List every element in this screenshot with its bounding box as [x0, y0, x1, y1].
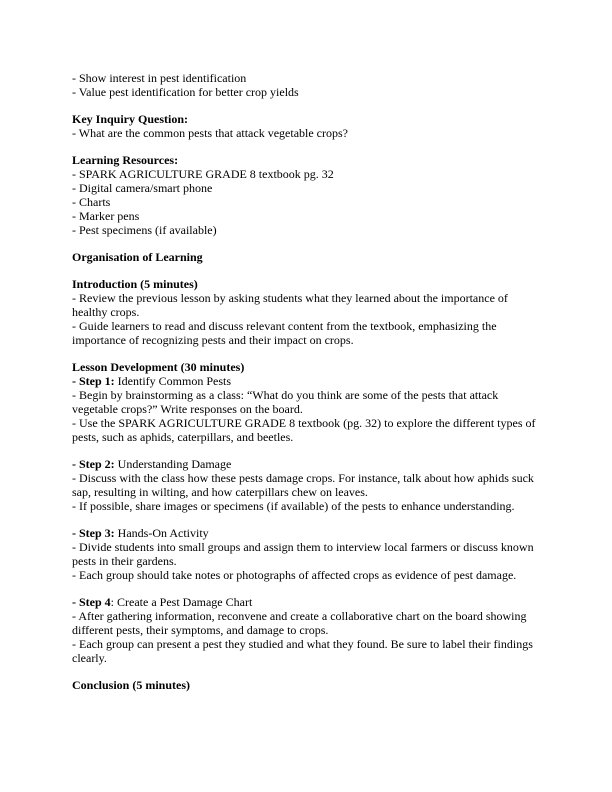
- organisation-heading: Organisation of Learning: [72, 250, 203, 264]
- text-line: - Value pest identification for better crop yields: [72, 85, 299, 99]
- text-line: - Marker pens: [72, 209, 140, 223]
- text-line: pests in their gardens.: [72, 554, 177, 568]
- objectives-continued-block: [72, 71, 554, 99]
- text-line: - After gathering information, reconvene and create a collaborative chart on the board showing: [72, 609, 527, 623]
- text-line: - Discuss with the class how these pests damage crops. For instance, talk about how aphids suck: [72, 471, 534, 485]
- text-line: - Pest specimens (if available): [72, 223, 217, 237]
- step-4-title: : Create a Pest Damage Chart: [110, 595, 253, 609]
- text-line: healthy crops.: [72, 305, 140, 319]
- step-1-title: Identify Common Pests: [114, 374, 232, 388]
- document-content: [72, 71, 554, 692]
- text-line: - Each group can present a pest they studied and what they found. Be sure to label their findings: [72, 637, 533, 651]
- text-line: - Begin by brainstorming as a class: “What do you think are some of the pests that attack: [72, 388, 499, 402]
- introduction-heading: Introduction (5 minutes): [72, 277, 198, 291]
- text-line: - Guide learners to read and discuss relevant content from the textbook, emphasizing the: [72, 319, 497, 333]
- step-4-label: - Step 4: [72, 595, 111, 609]
- learning-resources-heading: Learning Resources:: [72, 153, 179, 167]
- conclusion-block: [72, 678, 554, 692]
- text-line: vegetable crops?” Write responses on the board.: [72, 402, 303, 416]
- step-4-block: [72, 595, 554, 665]
- conclusion-heading: Conclusion (5 minutes): [72, 678, 191, 692]
- step-2-block: [72, 457, 554, 513]
- lesson-development-heading: Lesson Development (30 minutes): [72, 360, 245, 374]
- text-line: - Review the previous lesson by asking students what they learned about the importance of: [72, 291, 508, 305]
- text-line: - SPARK AGRICULTURE GRADE 8 textbook pg. 32: [72, 167, 334, 181]
- step-2-title: Understanding Damage: [114, 457, 232, 471]
- step-3-heading: [72, 526, 554, 540]
- text-line: importance of recognizing pests and their impact on crops.: [72, 333, 354, 347]
- lesson-development-step-1-block: [72, 360, 554, 444]
- key-inquiry-block: [72, 112, 554, 140]
- text-line: different pests, their symptoms, and damage to crops.: [72, 623, 329, 637]
- text-line: - If possible, share images or specimens (if available) of the pests to enhance understanding.: [72, 499, 515, 513]
- text-line: - Show interest in pest identification: [72, 71, 247, 85]
- step-3-label: - Step 3:: [72, 526, 115, 540]
- step-1-label: - Step 1:: [72, 374, 115, 388]
- text-line: - What are the common pests that attack vegetable crops?: [72, 126, 348, 140]
- step-3-block: [72, 526, 554, 582]
- text-line: - Use the SPARK AGRICULTURE GRADE 8 textbook (pg. 32) to explore the different types of: [72, 416, 536, 430]
- text-line: - Divide students into small groups and assign them to interview local farmers or discuss known: [72, 540, 534, 554]
- key-inquiry-heading: Key Inquiry Question:: [72, 112, 189, 126]
- step-2-heading: [72, 457, 554, 471]
- step-1-heading: [72, 374, 554, 388]
- step-2-label: - Step 2:: [72, 457, 115, 471]
- text-line: - Charts: [72, 195, 111, 209]
- text-line: clearly.: [72, 651, 107, 665]
- text-line: pests, such as aphids, caterpillars, and beetles.: [72, 430, 294, 444]
- introduction-block: [72, 277, 554, 347]
- organisation-block: [72, 250, 554, 264]
- text-line: - Digital camera/smart phone: [72, 181, 213, 195]
- text-line: sap, resulting in wilting, and how caterpillars chew on leaves.: [72, 485, 368, 499]
- text-line: - Each group should take notes or photographs of affected crops as evidence of pest damage.: [72, 568, 517, 582]
- step-4-heading: [72, 595, 554, 609]
- learning-resources-block: [72, 153, 554, 237]
- step-3-title: Hands-On Activity: [114, 526, 209, 540]
